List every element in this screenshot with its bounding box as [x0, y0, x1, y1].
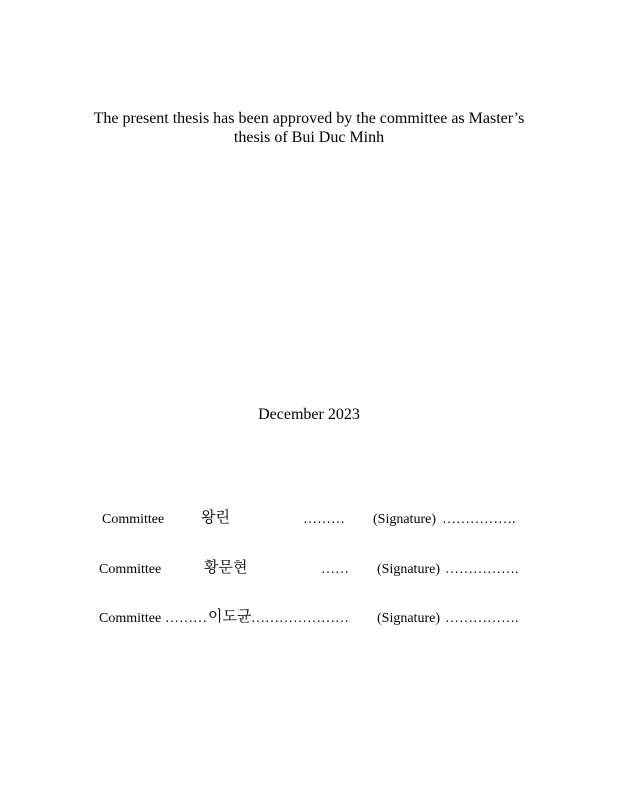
committee-label: Committee: [99, 562, 162, 577]
committee-row-1: [0, 508, 618, 531]
signature-line: …………….: [445, 562, 519, 577]
signature-label: (Signature): [377, 562, 440, 577]
signature-line: …………….: [445, 611, 519, 626]
committee-row-3: [0, 607, 618, 630]
name-dots: ……: [321, 562, 349, 577]
approval-line-2: thesis of Bui Duc Minh: [233, 129, 385, 146]
signature-label: (Signature): [373, 512, 436, 527]
signature-line: …………….: [442, 512, 516, 527]
committee-member-name: 왕린: [201, 508, 230, 526]
committee-row-2: [0, 558, 618, 581]
name-dots: ………: [303, 512, 345, 527]
name-dots-after: …………………: [251, 611, 349, 626]
committee-label: Committee: [102, 512, 165, 527]
signature-label: (Signature): [377, 611, 440, 626]
approval-date: December 2023: [258, 406, 360, 423]
approval-line-1: The present thesis has been approved by the committee as Master’s: [93, 110, 525, 127]
committee-label: Committee: [99, 611, 162, 626]
approval-statement: [60, 109, 558, 147]
committee-member-name: 황문현: [204, 558, 248, 576]
committee-member-name: 이도균: [208, 607, 252, 625]
name-dots-before: ………: [165, 611, 207, 626]
